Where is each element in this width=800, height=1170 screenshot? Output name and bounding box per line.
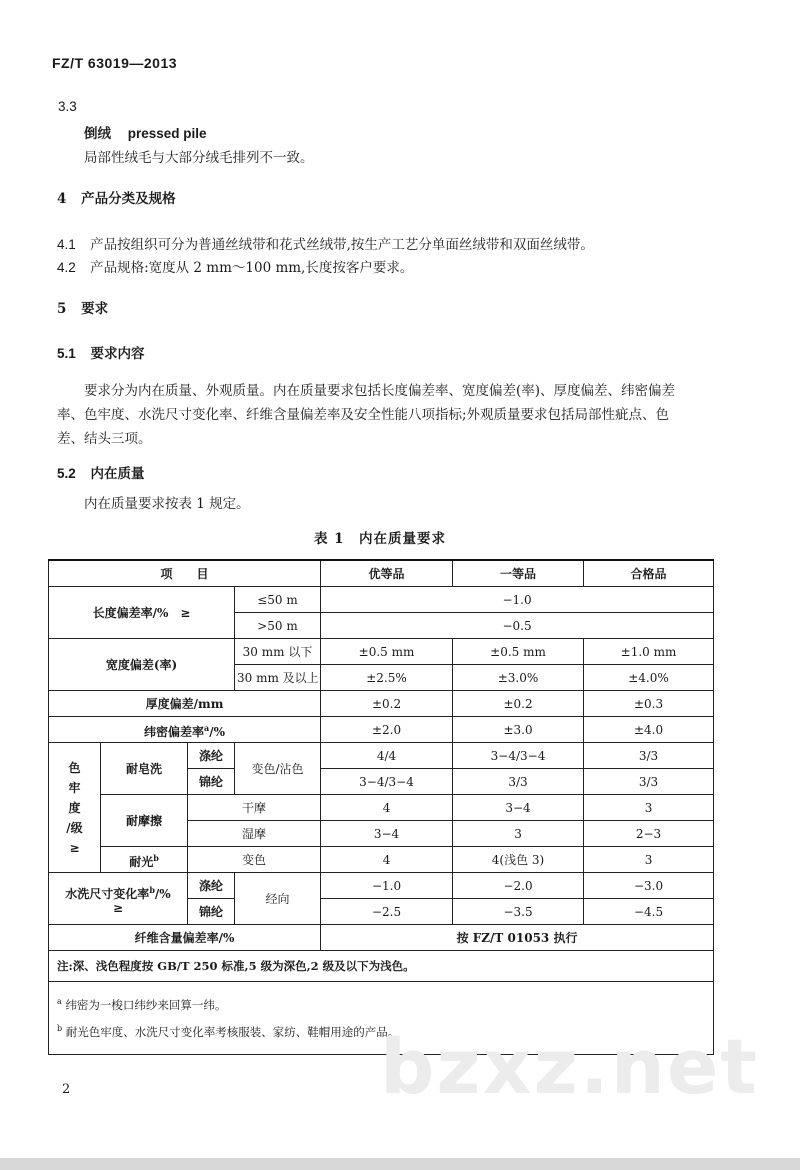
section-3-3-number: 3.3 — [58, 99, 77, 114]
weft-density-label — [49, 717, 321, 743]
header-grade-first: 一等品 — [453, 560, 584, 587]
wash-shrinkage-text: 水洗尺寸变化率 — [65, 886, 150, 901]
table-row — [49, 717, 714, 743]
table-cell: 3−4 — [321, 821, 453, 847]
thickness-deviation-label: 厚度偏差/mm — [49, 691, 321, 717]
length-value-a: −1.0 — [321, 587, 714, 613]
table-cell: 3/3 — [584, 743, 714, 769]
fiber-nylon: 锦纶 — [188, 769, 235, 795]
table-row — [49, 691, 714, 717]
width-condition-a: 30 mm 以下 — [235, 639, 321, 665]
table-cell: 3 — [584, 795, 714, 821]
clause-4-1 — [57, 233, 594, 253]
table-cell: −3.0 — [584, 873, 714, 899]
section-5-1-title: 要求内容 — [90, 346, 145, 362]
table-cell: ±4.0 — [584, 717, 714, 743]
standard-code-header: FZ/T 63019—2013 — [52, 55, 178, 71]
table-row — [49, 951, 714, 982]
table-cell: ±0.2 — [321, 691, 453, 717]
length-condition-a: ≤50 m — [235, 587, 321, 613]
table-cell: ±2.5% — [321, 665, 453, 691]
table-cell: 3−4/3−4 — [453, 743, 584, 769]
width-deviation-label: 宽度偏差(率) — [49, 639, 235, 691]
table-row — [49, 587, 714, 613]
color-fastness-char: /级 — [66, 820, 83, 835]
wash-shrinkage-label — [49, 873, 188, 925]
soap-wash-label: 耐皂洗 — [101, 743, 188, 795]
header-grade-qualified: 合格品 — [584, 560, 714, 587]
table-cell: 4/4 — [321, 743, 453, 769]
table-cell: 4 — [321, 847, 453, 873]
page-number: 2 — [62, 1082, 71, 1097]
rubbing-label: 耐摩擦 — [101, 795, 188, 847]
paragraph-5-1-line-1: 要求分为内在质量、外观质量。内在质量要求包括长度偏差率、宽度偏差(率)、厚度偏差、纬密偏差 — [84, 383, 676, 399]
table-row — [49, 795, 714, 821]
table-cell: 4 — [321, 795, 453, 821]
section-5-2-number: 5.2 — [57, 466, 76, 481]
table-cell: 3/3 — [584, 769, 714, 795]
table-cell: 3 — [453, 821, 584, 847]
light-fastness-label — [101, 847, 188, 873]
color-fastness-char: 牢 — [68, 780, 81, 795]
footnote-b-ref: b — [153, 852, 159, 863]
table-cell: ±3.0% — [453, 665, 584, 691]
footnote-b-ref: b — [149, 884, 155, 895]
term-english: pressed pile — [127, 126, 207, 141]
dry-rubbing-label: 干摩 — [188, 795, 321, 821]
light-fastness-kind: 变色 — [188, 847, 321, 873]
length-condition-b: >50 m — [235, 613, 321, 639]
color-fastness-char: 度 — [68, 800, 81, 815]
section-5-heading — [57, 297, 108, 317]
table-row — [49, 925, 714, 951]
table-cell: 3−4 — [453, 795, 584, 821]
table-cell: ±1.0 mm — [584, 639, 714, 665]
weft-density-text: 纬密偏差率 — [144, 724, 205, 739]
footnote-b-text: 耐光色牢度、水洗尺寸变化率考核服装、家纺、鞋帽用途的产品。 — [65, 1024, 400, 1039]
table-caption: 表 1 内在质量要求 — [313, 531, 447, 547]
warp-direction-label: 经向 — [235, 873, 321, 925]
term-title — [84, 122, 207, 142]
table-cell: 3/3 — [453, 769, 584, 795]
fiber-content-label: 纤维含量偏差率/% — [49, 925, 321, 951]
paragraph-5-2: 内在质量要求按表 1 规定。 — [84, 496, 250, 512]
table-cell: 3 — [584, 847, 714, 873]
table-cell: ±3.0 — [453, 717, 584, 743]
paragraph-5-1-line-3: 差、结头三项。 — [57, 431, 152, 447]
fiber-polyester: 涤纶 — [188, 873, 235, 899]
section-5-1-number: 5.1 — [57, 346, 76, 361]
wash-shrinkage-unit: /% — [154, 886, 171, 901]
section-4-number: 4 — [57, 191, 67, 207]
table-cell: 4(浅色 3) — [453, 847, 584, 873]
section-5-number: 5 — [57, 301, 67, 317]
wash-shrinkage-ge: ≥ — [112, 900, 124, 915]
clause-4-2-number: 4.2 — [57, 260, 76, 275]
section-5-2-title: 内在质量 — [90, 466, 145, 482]
table-cell: ±0.3 — [584, 691, 714, 717]
header-item: 项 目 — [49, 560, 321, 587]
table-cell: ±0.2 — [453, 691, 584, 717]
footnote-a-mark: a — [57, 997, 62, 1006]
table-cell: ±0.5 mm — [321, 639, 453, 665]
table-row — [49, 639, 714, 665]
table-cell: −2.5 — [321, 899, 453, 925]
section-4-title: 产品分类及规格 — [81, 191, 176, 207]
soap-wash-kind: 变色/沾色 — [235, 743, 321, 795]
paragraph-5-1-line-2: 率、色牢度、水洗尺寸变化率、纤维含量偏差率及安全性能八项指标;外观质量要求包括局部性疵点、色 — [57, 407, 670, 423]
fiber-polyester: 涤纶 — [188, 743, 235, 769]
footnote-a-ref: a — [204, 722, 210, 733]
table-header-row — [49, 560, 714, 587]
clause-4-1-number: 4.1 — [57, 237, 76, 252]
term-definition: 局部性绒毛与大部分绒毛排列不一致。 — [84, 150, 314, 166]
footnote-b-mark: b — [57, 1023, 63, 1033]
width-condition-b: 30 mm 及以上 — [235, 665, 321, 691]
table-cell: ±0.5 mm — [453, 639, 584, 665]
fiber-nylon: 锦纶 — [188, 899, 235, 925]
footnote-a — [57, 990, 711, 1017]
clause-4-2-text: 产品规格:宽度从 2 mm～100 mm,长度按客户要求。 — [90, 260, 414, 276]
fiber-content-value: 按 FZ/T 01053 执行 — [321, 925, 714, 951]
table-note: 注:深、浅色程度按 GB/T 250 标准,5 级为深色,2 级及以下为浅色。 — [49, 951, 714, 982]
table-cell: ±2.0 — [321, 717, 453, 743]
length-value-b: −0.5 — [321, 613, 714, 639]
table-cell: 3−4/3−4 — [321, 769, 453, 795]
table-cell: −1.0 — [321, 873, 453, 899]
color-fastness-char: 色 — [68, 760, 81, 775]
light-fastness-text: 耐光 — [129, 854, 154, 869]
table-row — [49, 743, 714, 769]
table-cell: ±4.0% — [584, 665, 714, 691]
footnote-a-text: 纬密为一梭口纬纱来回算一纬。 — [65, 997, 227, 1012]
color-fastness-char: ≥ — [69, 840, 80, 855]
intrinsic-quality-table — [48, 559, 714, 1055]
section-5-title: 要求 — [81, 301, 109, 317]
table-row — [49, 873, 714, 899]
weft-density-unit: /% — [209, 724, 225, 739]
table-cell: −2.0 — [453, 873, 584, 899]
table-cell: 2−3 — [584, 821, 714, 847]
clause-4-1-text: 产品按组织可分为普通丝绒带和花式丝绒带,按生产工艺分单面丝绒带和双面丝绒带。 — [90, 237, 594, 253]
section-4-heading — [57, 187, 176, 207]
section-5-2-heading — [57, 462, 144, 482]
page-bottom-edge — [0, 1158, 800, 1170]
wet-rubbing-label: 湿摩 — [188, 821, 321, 847]
clause-4-2 — [57, 256, 413, 276]
table-row — [49, 847, 714, 873]
table-cell: −4.5 — [584, 899, 714, 925]
term-chinese: 倒绒 — [84, 126, 111, 142]
length-deviation-label: 长度偏差率/% ≥ — [49, 587, 235, 639]
header-grade-superior: 优等品 — [321, 560, 453, 587]
color-fastness-label — [49, 743, 101, 873]
watermark: bzxz.net — [380, 1022, 759, 1111]
table-cell: −3.5 — [453, 899, 584, 925]
section-5-1-heading — [57, 342, 144, 362]
